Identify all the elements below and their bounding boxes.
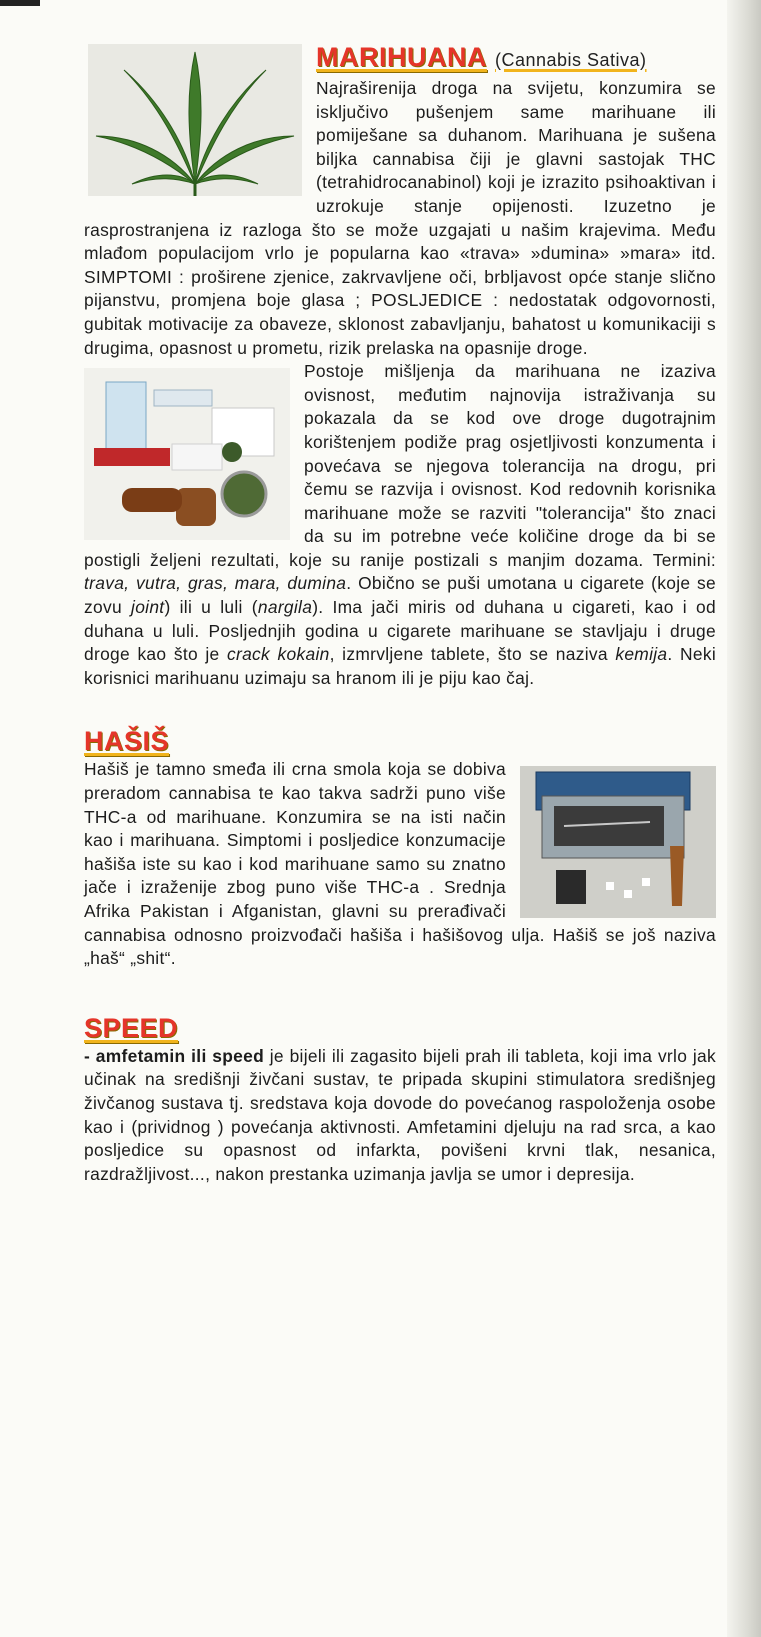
speed-paragraph: je bijeli ili zagasito bijeli prah ili tableta, koji ima vrlo jak učinak na središnji živčani sustav, te pripada skupini stimulatora središnjeg živčanog sustava tj. sredstava koja dovode do povećanog raspoloženja osobe kao i (prividnog ) povećanja aktivnosti. Amfetamini djeluju na rad srca, a kao posljedice su opasnost od infarkta, povišeni krvni tlak, nesanica, razdražljivost..., nakon prestanka uzimanja javlja se umor i depresija. — [84, 1045, 716, 1184]
term-joint: joint — [131, 597, 165, 618]
marihuana-paragraph-3d: , izmrvljene tablete, što se naziva — [329, 644, 616, 665]
marihuana-paragraph-3a: . Obično se puši umotana u cigarete (koje se zovu — [84, 573, 716, 618]
marihuana-paragraph-2-wrap — [84, 360, 716, 690]
section-hasis — [84, 724, 716, 970]
slang-terms: trava, vutra, gras, mara, dumina — [84, 573, 347, 594]
title-hasis: HAŠIŠ — [84, 726, 170, 757]
section-speed — [84, 1011, 716, 1187]
latin-name: (Cannabis Sativa) — [494, 50, 647, 70]
page-edge-shadow — [727, 0, 761, 1637]
hasis-paragraph: Hašiš je tamno smeđa ili crna smola koja se dobiva preradom cannabisa te kao takva sadrži puno više THC-a od marihuane. Konzumira se na isti način kao i marihuana. Simptomi i posljedice konzumacije hašiša iste su kao i kod marihuane samo su znatno jače i izraženije zbog puno više THC-a . Srednja Afrika Pakistan i Afganistan, glavni su prerađivači cannabisa odnosno proizvođači hašiša i hašišovog ulja. Hašiš se još naziva „haš“ „shit“. — [84, 759, 716, 969]
term-nargila: nargila — [257, 597, 313, 618]
cannabis-leaf-photo — [88, 44, 302, 196]
section-marihuana — [84, 40, 716, 690]
hasis-paragraph-wrap — [84, 758, 716, 970]
speed-paragraph-wrap — [84, 1045, 716, 1187]
hashish-kit-photo — [520, 766, 716, 918]
title-marihuana: MARIHUANA — [316, 42, 487, 72]
title-speed: SPEED — [84, 1012, 179, 1043]
marihuana-paragraph-3b: ) ili u luli ( — [164, 597, 258, 618]
marihuana-paragraph-2: Postoje mišljenja da marihuana ne izaziva ovisnost, međutim najnovija istraživanja su pokazala da se kod ove droge dugotrajnim korištenjem podiže prag osjetljivosti konzumenta i povećava se njegova tolerancija na drogu, pri čemu se razvija i ovisnost. Kod redovnih korisnika marihuane može se razviti "tolerancija" što znaci da su im potrebne veće količine droge da bi se postigli željeni rezultati, koje su ranije postizali s manjim dozama. Termini: — [84, 361, 716, 570]
term-crack: crack kokain — [227, 644, 330, 665]
document-body — [84, 40, 716, 1186]
page-corner-mark — [0, 0, 40, 6]
marihuana-paragraph-3c: ). Ima jači miris od duhana u cigareti, kao i od duhana u luli. Posljednjih godina u cigarete marihuane se stavljaju i druge droge kao što je — [84, 597, 716, 665]
smoking-kit-photo — [84, 368, 290, 540]
speed-lead: - amfetamin ili speed — [84, 1045, 265, 1066]
term-kemija: kemija — [615, 644, 668, 665]
marihuana-paragraph-1: Najraširenija droga na svijetu, konzumira se isključivo pušenjem same marihuane ili pomiješane sa duhanom. Marihuana je sušena biljka cannabisa čiji je glavni sastojak THC (tetrahidrocanabinol) koji je izrazito psihoaktivan i uzrokuje stanje opijenosti. Izuzetno je rasprostranjena iz razloga što se može uzgajati u našim krajevima. Među mlađom populacijom vrlo je popularna kao «trava» »dumina» »mara» itd. SIMPTOMI : proširene zjenice, zakrvavljene oči, brbljavost opće stanje slično pijanstvu, promjena boje glasa ; POSLJEDICE : nedostatak odgovornosti, gubitak motivacije za obaveze, sklonost zabavljanju, bahatost u komunikaciji s drugima, opasnost u prometu, rizik prelaska na opasnije droge. — [84, 78, 716, 358]
marihuana-paragraph-3e: . Neki korisnici marihuanu uzimaju sa hranom ili je piju kao čaj. — [84, 644, 716, 688]
